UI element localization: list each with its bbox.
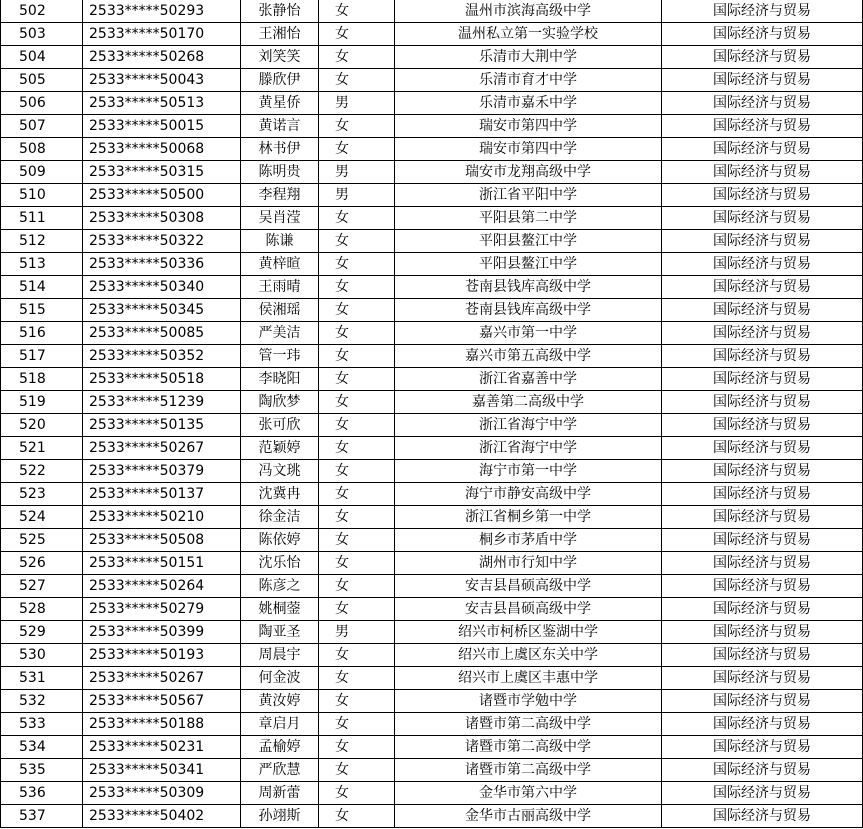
student-name-cell: 黄星侨: [241, 92, 319, 115]
table-row: [1, 736, 863, 759]
table-row: [1, 299, 863, 322]
table-row: [1, 414, 863, 437]
gender-cell: 女: [319, 805, 395, 828]
seq-cell: 537: [1, 805, 83, 828]
gender-cell: 男: [319, 184, 395, 207]
seq-cell: 535: [1, 759, 83, 782]
exam-id-cell: 2533*****50293: [83, 0, 241, 23]
seq-cell: 527: [1, 575, 83, 598]
major-cell: 国际经济与贸易: [662, 759, 863, 782]
gender-cell: 女: [319, 138, 395, 161]
major-cell: 国际经济与贸易: [662, 391, 863, 414]
school-cell: 诸暨市学勉中学: [395, 690, 662, 713]
major-cell: 国际经济与贸易: [662, 184, 863, 207]
gender-cell: 女: [319, 713, 395, 736]
exam-id-cell: 2533*****50015: [83, 115, 241, 138]
school-cell: 浙江省海宁中学: [395, 437, 662, 460]
student-name-cell: 陶欣梦: [241, 391, 319, 414]
major-cell: 国际经济与贸易: [662, 46, 863, 69]
exam-id-cell: 2533*****50308: [83, 207, 241, 230]
exam-id-cell: 2533*****50315: [83, 161, 241, 184]
school-cell: 瑞安市龙翔高级中学: [395, 161, 662, 184]
school-cell: 绍兴市上虞区丰惠中学: [395, 667, 662, 690]
major-cell: 国际经济与贸易: [662, 207, 863, 230]
major-cell: 国际经济与贸易: [662, 23, 863, 46]
major-cell: 国际经济与贸易: [662, 0, 863, 23]
seq-cell: 504: [1, 46, 83, 69]
school-cell: 乐清市育才中学: [395, 69, 662, 92]
school-cell: 乐清市大荆中学: [395, 46, 662, 69]
student-name-cell: 滕欣伊: [241, 69, 319, 92]
school-cell: 温州私立第一实验学校: [395, 23, 662, 46]
seq-cell: 536: [1, 782, 83, 805]
seq-cell: 515: [1, 299, 83, 322]
school-cell: 嘉兴市第一中学: [395, 322, 662, 345]
gender-cell: 男: [319, 161, 395, 184]
student-name-cell: 陈谦: [241, 230, 319, 253]
major-cell: 国际经济与贸易: [662, 138, 863, 161]
school-cell: 乐清市嘉禾中学: [395, 92, 662, 115]
seq-cell: 513: [1, 253, 83, 276]
school-cell: 苍南县钱库高级中学: [395, 276, 662, 299]
school-cell: 瑞安市第四中学: [395, 138, 662, 161]
exam-id-cell: 2533*****50309: [83, 782, 241, 805]
seq-cell: 534: [1, 736, 83, 759]
exam-id-cell: 2533*****50193: [83, 644, 241, 667]
major-cell: 国际经济与贸易: [662, 529, 863, 552]
student-name-cell: 严欣慧: [241, 759, 319, 782]
table-row: [1, 598, 863, 621]
school-cell: 浙江省嘉善中学: [395, 368, 662, 391]
exam-id-cell: 2533*****50508: [83, 529, 241, 552]
school-cell: 平阳县鳌江中学: [395, 230, 662, 253]
table-row: [1, 782, 863, 805]
student-name-cell: 范颖婷: [241, 437, 319, 460]
seq-cell: 509: [1, 161, 83, 184]
exam-id-cell: 2533*****50210: [83, 506, 241, 529]
school-cell: 金华市第六中学: [395, 782, 662, 805]
seq-cell: 522: [1, 460, 83, 483]
student-name-cell: 侯湘瑶: [241, 299, 319, 322]
student-name-cell: 刘笑笑: [241, 46, 319, 69]
school-cell: 金华市古丽高级中学: [395, 805, 662, 828]
school-cell: 苍南县钱库高级中学: [395, 299, 662, 322]
major-cell: 国际经济与贸易: [662, 713, 863, 736]
exam-id-cell: 2533*****50268: [83, 46, 241, 69]
gender-cell: 女: [319, 690, 395, 713]
school-cell: 平阳县鳌江中学: [395, 253, 662, 276]
gender-cell: 女: [319, 276, 395, 299]
table-row: [1, 253, 863, 276]
table-row: [1, 506, 863, 529]
major-cell: 国际经济与贸易: [662, 644, 863, 667]
seq-cell: 508: [1, 138, 83, 161]
table-row: [1, 138, 863, 161]
seq-cell: 524: [1, 506, 83, 529]
gender-cell: 女: [319, 299, 395, 322]
school-cell: 海宁市第一中学: [395, 460, 662, 483]
student-name-cell: 冯文珧: [241, 460, 319, 483]
gender-cell: 女: [319, 391, 395, 414]
table-row: [1, 391, 863, 414]
seq-cell: 514: [1, 276, 83, 299]
gender-cell: 女: [319, 782, 395, 805]
school-cell: 安吉县昌硕高级中学: [395, 575, 662, 598]
school-cell: 浙江省海宁中学: [395, 414, 662, 437]
major-cell: 国际经济与贸易: [662, 322, 863, 345]
exam-id-cell: 2533*****51239: [83, 391, 241, 414]
table-row: [1, 23, 863, 46]
student-name-cell: 黄诺言: [241, 115, 319, 138]
major-cell: 国际经济与贸易: [662, 299, 863, 322]
exam-id-cell: 2533*****50068: [83, 138, 241, 161]
gender-cell: 女: [319, 253, 395, 276]
student-name-cell: 管一玮: [241, 345, 319, 368]
school-cell: 浙江省平阳中学: [395, 184, 662, 207]
table-row: [1, 483, 863, 506]
school-cell: 嘉兴市第五高级中学: [395, 345, 662, 368]
major-cell: 国际经济与贸易: [662, 115, 863, 138]
seq-cell: 530: [1, 644, 83, 667]
table-row: [1, 322, 863, 345]
student-name-cell: 李程翔: [241, 184, 319, 207]
seq-cell: 510: [1, 184, 83, 207]
school-cell: 诸暨市第二高级中学: [395, 713, 662, 736]
student-name-cell: 王雨晴: [241, 276, 319, 299]
major-cell: 国际经济与贸易: [662, 69, 863, 92]
exam-id-cell: 2533*****50513: [83, 92, 241, 115]
school-cell: 湖州市行知中学: [395, 552, 662, 575]
table-row: [1, 184, 863, 207]
table-row: [1, 0, 863, 23]
gender-cell: 女: [319, 69, 395, 92]
exam-id-cell: 2533*****50399: [83, 621, 241, 644]
exam-id-cell: 2533*****50341: [83, 759, 241, 782]
gender-cell: 女: [319, 345, 395, 368]
table-row: [1, 276, 863, 299]
table-row: [1, 69, 863, 92]
exam-id-cell: 2533*****50188: [83, 713, 241, 736]
exam-id-cell: 2533*****50279: [83, 598, 241, 621]
student-name-cell: 黄梓暄: [241, 253, 319, 276]
school-cell: 绍兴市上虞区东关中学: [395, 644, 662, 667]
exam-id-cell: 2533*****50402: [83, 805, 241, 828]
major-cell: 国际经济与贸易: [662, 782, 863, 805]
table-row: [1, 552, 863, 575]
student-name-cell: 陈明贵: [241, 161, 319, 184]
major-cell: 国际经济与贸易: [662, 575, 863, 598]
seq-cell: 512: [1, 230, 83, 253]
table-row: [1, 161, 863, 184]
gender-cell: 女: [319, 483, 395, 506]
major-cell: 国际经济与贸易: [662, 414, 863, 437]
student-name-cell: 吴肖滢: [241, 207, 319, 230]
school-cell: 安吉县昌硕高级中学: [395, 598, 662, 621]
gender-cell: 女: [319, 667, 395, 690]
gender-cell: 男: [319, 621, 395, 644]
seq-cell: 502: [1, 0, 83, 23]
seq-cell: 518: [1, 368, 83, 391]
exam-id-cell: 2533*****50379: [83, 460, 241, 483]
major-cell: 国际经济与贸易: [662, 92, 863, 115]
student-name-cell: 姚桐蓥: [241, 598, 319, 621]
major-cell: 国际经济与贸易: [662, 552, 863, 575]
table-row: [1, 759, 863, 782]
gender-cell: 女: [319, 115, 395, 138]
seq-cell: 516: [1, 322, 83, 345]
major-cell: 国际经济与贸易: [662, 805, 863, 828]
gender-cell: 女: [319, 207, 395, 230]
exam-id-cell: 2533*****50336: [83, 253, 241, 276]
seq-cell: 526: [1, 552, 83, 575]
seq-cell: 503: [1, 23, 83, 46]
gender-cell: 女: [319, 437, 395, 460]
major-cell: 国际经济与贸易: [662, 230, 863, 253]
student-name-cell: 周新蕾: [241, 782, 319, 805]
student-name-cell: 孟榆婷: [241, 736, 319, 759]
school-cell: 诸暨市第二高级中学: [395, 759, 662, 782]
seq-cell: 505: [1, 69, 83, 92]
student-name-cell: 章启月: [241, 713, 319, 736]
gender-cell: 女: [319, 644, 395, 667]
major-cell: 国际经济与贸易: [662, 483, 863, 506]
student-name-cell: 陈依婷: [241, 529, 319, 552]
exam-id-cell: 2533*****50231: [83, 736, 241, 759]
exam-id-cell: 2533*****50322: [83, 230, 241, 253]
exam-id-cell: 2533*****50135: [83, 414, 241, 437]
table-row: [1, 92, 863, 115]
school-cell: 瑞安市第四中学: [395, 115, 662, 138]
gender-cell: 女: [319, 460, 395, 483]
seq-cell: 507: [1, 115, 83, 138]
gender-cell: 女: [319, 736, 395, 759]
major-cell: 国际经济与贸易: [662, 460, 863, 483]
exam-id-cell: 2533*****50137: [83, 483, 241, 506]
exam-id-cell: 2533*****50567: [83, 690, 241, 713]
exam-id-cell: 2533*****50264: [83, 575, 241, 598]
gender-cell: 女: [319, 529, 395, 552]
roster-body: [1, 0, 863, 828]
student-name-cell: 张静怡: [241, 0, 319, 23]
gender-cell: 女: [319, 46, 395, 69]
student-name-cell: 黄汝婷: [241, 690, 319, 713]
major-cell: 国际经济与贸易: [662, 690, 863, 713]
school-cell: 平阳县第二中学: [395, 207, 662, 230]
seq-cell: 531: [1, 667, 83, 690]
seq-cell: 506: [1, 92, 83, 115]
table-row: [1, 644, 863, 667]
exam-id-cell: 2533*****50352: [83, 345, 241, 368]
seq-cell: 528: [1, 598, 83, 621]
gender-cell: 女: [319, 759, 395, 782]
table-row: [1, 805, 863, 828]
gender-cell: 女: [319, 368, 395, 391]
exam-id-cell: 2533*****50340: [83, 276, 241, 299]
major-cell: 国际经济与贸易: [662, 667, 863, 690]
major-cell: 国际经济与贸易: [662, 345, 863, 368]
major-cell: 国际经济与贸易: [662, 276, 863, 299]
seq-cell: 525: [1, 529, 83, 552]
gender-cell: 女: [319, 506, 395, 529]
gender-cell: 女: [319, 230, 395, 253]
table-row: [1, 437, 863, 460]
gender-cell: 女: [319, 322, 395, 345]
gender-cell: 女: [319, 575, 395, 598]
table-row: [1, 115, 863, 138]
table-row: [1, 46, 863, 69]
gender-cell: 女: [319, 598, 395, 621]
table-row: [1, 713, 863, 736]
seq-cell: 517: [1, 345, 83, 368]
school-cell: 绍兴市柯桥区鉴湖中学: [395, 621, 662, 644]
exam-id-cell: 2533*****50043: [83, 69, 241, 92]
major-cell: 国际经济与贸易: [662, 736, 863, 759]
seq-cell: 520: [1, 414, 83, 437]
school-cell: 温州市滨海高级中学: [395, 0, 662, 23]
exam-id-cell: 2533*****50085: [83, 322, 241, 345]
student-name-cell: 沈乐怡: [241, 552, 319, 575]
student-name-cell: 张可欣: [241, 414, 319, 437]
exam-id-cell: 2533*****50500: [83, 184, 241, 207]
table-row: [1, 230, 863, 253]
student-name-cell: 孙翊斯: [241, 805, 319, 828]
table-row: [1, 368, 863, 391]
exam-id-cell: 2533*****50151: [83, 552, 241, 575]
table-row: [1, 621, 863, 644]
student-name-cell: 李晓阳: [241, 368, 319, 391]
gender-cell: 女: [319, 0, 395, 23]
school-cell: 桐乡市茅盾中学: [395, 529, 662, 552]
school-cell: 海宁市静安高级中学: [395, 483, 662, 506]
student-name-cell: 林书伊: [241, 138, 319, 161]
student-name-cell: 何金波: [241, 667, 319, 690]
seq-cell: 519: [1, 391, 83, 414]
major-cell: 国际经济与贸易: [662, 368, 863, 391]
major-cell: 国际经济与贸易: [662, 161, 863, 184]
table-row: [1, 345, 863, 368]
student-name-cell: 沈冀冉: [241, 483, 319, 506]
exam-id-cell: 2533*****50345: [83, 299, 241, 322]
exam-id-cell: 2533*****50170: [83, 23, 241, 46]
major-cell: 国际经济与贸易: [662, 253, 863, 276]
table-row: [1, 575, 863, 598]
table-row: [1, 667, 863, 690]
student-name-cell: 徐金洁: [241, 506, 319, 529]
seq-cell: 533: [1, 713, 83, 736]
table-row: [1, 460, 863, 483]
table-row: [1, 690, 863, 713]
major-cell: 国际经济与贸易: [662, 621, 863, 644]
table-row: [1, 529, 863, 552]
seq-cell: 529: [1, 621, 83, 644]
seq-cell: 511: [1, 207, 83, 230]
table-row: [1, 207, 863, 230]
school-cell: 嘉善第二高级中学: [395, 391, 662, 414]
student-name-cell: 王湘怡: [241, 23, 319, 46]
exam-id-cell: 2533*****50267: [83, 437, 241, 460]
seq-cell: 521: [1, 437, 83, 460]
school-cell: 诸暨市第二高级中学: [395, 736, 662, 759]
student-name-cell: 陈彦之: [241, 575, 319, 598]
gender-cell: 男: [319, 92, 395, 115]
exam-id-cell: 2533*****50267: [83, 667, 241, 690]
school-cell: 浙江省桐乡第一中学: [395, 506, 662, 529]
exam-id-cell: 2533*****50518: [83, 368, 241, 391]
major-cell: 国际经济与贸易: [662, 598, 863, 621]
seq-cell: 523: [1, 483, 83, 506]
student-name-cell: 周晨宇: [241, 644, 319, 667]
gender-cell: 女: [319, 414, 395, 437]
major-cell: 国际经济与贸易: [662, 506, 863, 529]
student-name-cell: 陶亚圣: [241, 621, 319, 644]
seq-cell: 532: [1, 690, 83, 713]
student-name-cell: 严美洁: [241, 322, 319, 345]
gender-cell: 女: [319, 23, 395, 46]
gender-cell: 女: [319, 552, 395, 575]
major-cell: 国际经济与贸易: [662, 437, 863, 460]
